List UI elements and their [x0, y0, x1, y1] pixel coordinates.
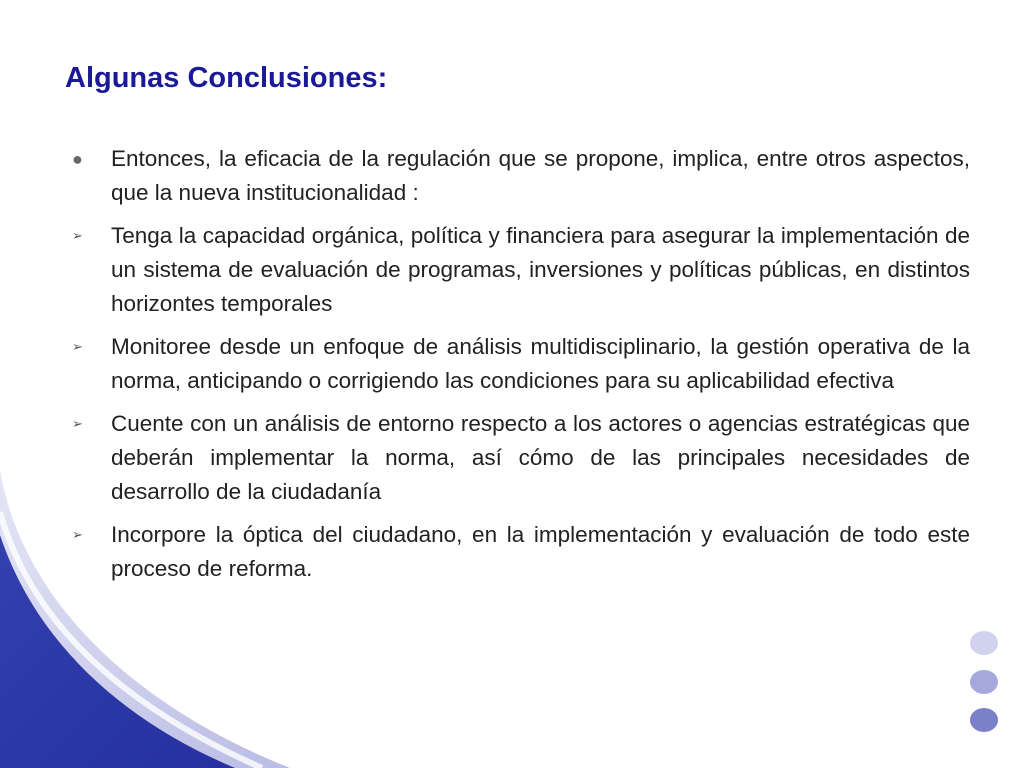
bullet-item-monitoree — [72, 330, 970, 398]
bullet-list — [72, 142, 970, 595]
bullet-text: Tenga la capacidad orgánica, política y financiera para asegurar la implementación de un sistema de evaluación de programas, inversiones y políticas públicas, en distintos horizontes temporales — [111, 223, 970, 316]
decorative-circle-dark — [970, 708, 998, 732]
chevron-right-icon: ➢ — [72, 339, 83, 354]
bullet-text: Cuente con un análisis de entorno respecto a los actores o agencias estratégicas que deberán implementar la norma, así cómo de las principales necesidades de desarrollo de la ciudadanía — [111, 411, 970, 504]
bullet-text: Entonces, la eficacia de la regulación que se propone, implica, entre otros aspectos, que la nueva institucionalidad : — [111, 146, 970, 205]
decorative-circle-medium — [970, 670, 998, 694]
decorative-circle-light — [970, 631, 998, 655]
bullet-text: Incorpore la óptica del ciudadano, en la implementación y evaluación de todo este proceso de reforma. — [111, 522, 970, 581]
bullet-item-intro — [72, 142, 970, 210]
chevron-right-icon: ➢ — [72, 416, 83, 431]
slide-title: Algunas Conclusiones: — [65, 62, 388, 94]
bullet-item-cuente — [72, 407, 970, 509]
bullet-item-capacidad — [72, 219, 970, 321]
bullet-item-incorpore — [72, 518, 970, 586]
chevron-right-icon: ➢ — [72, 228, 83, 243]
bullet-dot-icon: ● — [72, 149, 83, 169]
chevron-right-icon: ➢ — [72, 527, 83, 542]
bullet-text: Monitoree desde un enfoque de análisis multidisciplinario, la gestión operativa de la norma, anticipando o corrigiendo las condiciones para su aplicabilidad efectiva — [111, 334, 970, 393]
